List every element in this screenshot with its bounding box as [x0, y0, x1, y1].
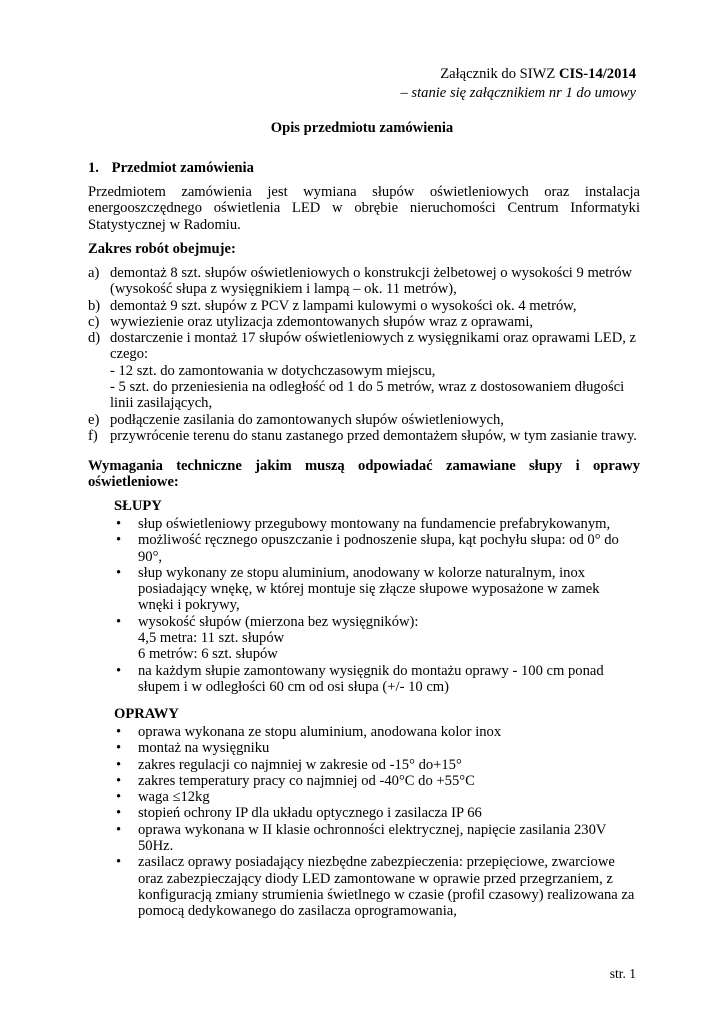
bullet-icon: • — [116, 724, 122, 740]
bullet-icon: • — [116, 740, 122, 757]
list-item — [114, 663, 640, 696]
list-item-line: posiadający wnękę, w której montuje się złącze słupowe wyposażone w zamek — [138, 581, 600, 598]
list-item-line: konfiguracją zmiany strumienia świetlnego w czasie (profil czasowy) realizowana za — [138, 886, 635, 903]
list-item-line: dostarczenie i montaż 17 słupów oświetleniowych z wysięgnikami oraz oprawami LED, z — [110, 330, 637, 347]
list-item-line: waga ≤12kg — [138, 789, 210, 806]
scope-heading: Zakres robót obejmuje: — [88, 241, 236, 257]
document-title: Opis przedmiotu zamówienia — [270, 120, 454, 136]
scope-list — [88, 265, 640, 444]
list-item — [114, 532, 640, 565]
bullet-icon: • — [116, 854, 122, 871]
list-item-line: słupem i w odległości 60 cm od osi słupa (+/- 10 cm) — [138, 678, 450, 695]
list-item-line: montaż na wysięgniku — [138, 740, 270, 757]
luminaires-heading: OPRAWY — [114, 706, 179, 722]
bullet-icon: • — [116, 662, 122, 679]
list-item-line: czego: — [110, 346, 149, 363]
list-item-line: przywrócenie terenu do stanu zastanego przed demontażem słupów, w tym zasianie trawy. — [110, 427, 637, 444]
attachment-note: – stanie się załącznikiem nr 1 do umowy — [400, 85, 636, 101]
list-item-line: podłączenie zasilania do zamontowanych słupów oświetleniowych, — [110, 411, 504, 428]
list-item — [88, 265, 640, 298]
list-item-line: wysokość słupów (mierzona bez wysięgników): — [138, 613, 419, 630]
list-item — [88, 412, 640, 428]
list-marker: c) — [88, 313, 100, 330]
attachment-prefix: Załącznik do SIWZ — [440, 66, 559, 82]
bullet-icon: • — [116, 772, 122, 789]
list-item-line: zasilacz oprawy posiadający niezbędne zabezpieczenia: przepięciowe, zwarciowe — [138, 854, 615, 871]
list-item — [114, 773, 640, 789]
list-item-line: - 12 szt. do zamontowania w dotychczasowym miejscu, — [110, 362, 436, 379]
list-item — [114, 789, 640, 805]
bullet-icon: • — [116, 805, 122, 822]
list-item-line: słup oświetleniowy przegubowy montowany na fundamencie prefabrykowanym, — [138, 516, 611, 532]
list-item-line: 4,5 metra: 11 szt. słupów — [138, 630, 285, 647]
list-marker: a) — [88, 265, 100, 281]
section-heading — [88, 160, 254, 176]
bullet-icon: • — [116, 564, 122, 581]
list-item-line: zakres regulacji co najmniej w zakresie od -15° do+15° — [138, 756, 462, 773]
list-item-line: wnęki i pokrywy, — [138, 597, 240, 614]
intro-line: Przedmiotem zamówienia jest wymiana słupów oświetleniowych oraz instalacja — [88, 184, 640, 200]
list-item-line: słup wykonany ze stopu aluminium, anodowany w kolorze naturalnym, inox — [138, 564, 586, 581]
requirements-heading-line: Wymagania techniczne jakim muszą odpowiadać zamawiane słupy i oprawy — [88, 458, 640, 474]
list-item-line: zakres temperatury pracy co najmniej od -40°C do +55°C — [138, 772, 475, 789]
list-item — [114, 740, 640, 756]
list-marker: e) — [88, 411, 100, 428]
requirements-heading-line: oświetleniowe: — [88, 474, 179, 491]
requirements-heading — [88, 458, 640, 491]
list-marker: b) — [88, 297, 101, 314]
page-number: str. 1 — [609, 966, 636, 981]
list-item-line: możliwość ręcznego opuszczanie i podnoszenie słupa, kąt pochyłu słupa: od 0° do — [138, 532, 619, 549]
list-item-line: stopień ochrony IP dla układu optycznego i zasilacza IP 66 — [138, 805, 482, 822]
attachment-label — [440, 66, 636, 82]
section-title: Przedmiot zamówienia — [111, 160, 254, 176]
list-item — [114, 565, 640, 614]
intro-line: Statystycznej w Radomiu. — [88, 216, 241, 233]
bullet-icon: • — [116, 756, 122, 773]
list-item-line: oraz zabezpieczający diody LED zamontowane w oprawie przed przegrzaniem, z — [138, 870, 613, 887]
list-item-line: oprawa wykonana ze stopu aluminium, anodowana kolor inox — [138, 724, 502, 740]
list-item — [114, 805, 640, 821]
list-item — [114, 516, 640, 532]
list-item — [114, 724, 640, 740]
bullet-icon: • — [116, 613, 122, 630]
attachment-code: CIS-14/2014 — [558, 66, 636, 82]
list-item — [114, 614, 640, 663]
list-item-line: (wysokość słupa z wysięgnikiem i lampą – ok. 11 metrów), — [110, 281, 457, 298]
bullet-icon: • — [116, 821, 122, 838]
list-item — [88, 330, 640, 411]
list-item — [88, 298, 640, 314]
list-item-line: wywiezienie oraz utylizacja zdemontowanych słupów wraz z oprawami, — [110, 313, 534, 330]
list-item-line: na każdym słupie zamontowany wysięgnik do montażu oprawy - 100 cm ponad — [138, 662, 604, 679]
list-marker: d) — [88, 330, 101, 347]
list-item — [114, 822, 640, 855]
list-item — [88, 314, 640, 330]
poles-list — [114, 516, 640, 695]
list-item-line: demontaż 9 szt. słupów z PCV z lampami kulowymi o wysokości ok. 4 metrów, — [110, 297, 577, 314]
list-item-line: 90°, — [138, 548, 163, 565]
bullet-icon: • — [116, 516, 122, 532]
list-item-line: 50Hz. — [138, 838, 174, 855]
luminaires-list — [114, 724, 640, 920]
intro-paragraph — [88, 184, 640, 233]
intro-line: energooszczędnego oświetlenia LED w obrębie nieruchomości Centrum Informatyki — [88, 200, 640, 217]
list-item-line: pomocą dedykowanego do zasilacza oprogramowania, — [138, 903, 457, 920]
bullet-icon: • — [116, 532, 122, 549]
list-item-line: oprawa wykonana w II klasie ochronności elektrycznej, napięcie zasilania 230V — [138, 821, 607, 838]
list-marker: f) — [88, 427, 98, 444]
list-item-line: demontaż 8 szt. słupów oświetleniowych o konstrukcji żelbetowej o wysokości 9 metrów — [110, 265, 633, 281]
list-item — [88, 428, 640, 444]
bullet-icon: • — [116, 789, 122, 806]
list-item-line: linii zasilających, — [110, 395, 213, 412]
section-number: 1. — [88, 160, 99, 176]
poles-heading: SŁUPY — [114, 498, 162, 514]
list-item-line: 6 metrów: 6 szt. słupów — [138, 646, 278, 663]
list-item — [114, 854, 640, 919]
list-item-line: - 5 szt. do przeniesienia na odległość od 1 do 5 metrów, wraz z dostosowaniem długości — [110, 379, 625, 396]
list-item — [114, 757, 640, 773]
